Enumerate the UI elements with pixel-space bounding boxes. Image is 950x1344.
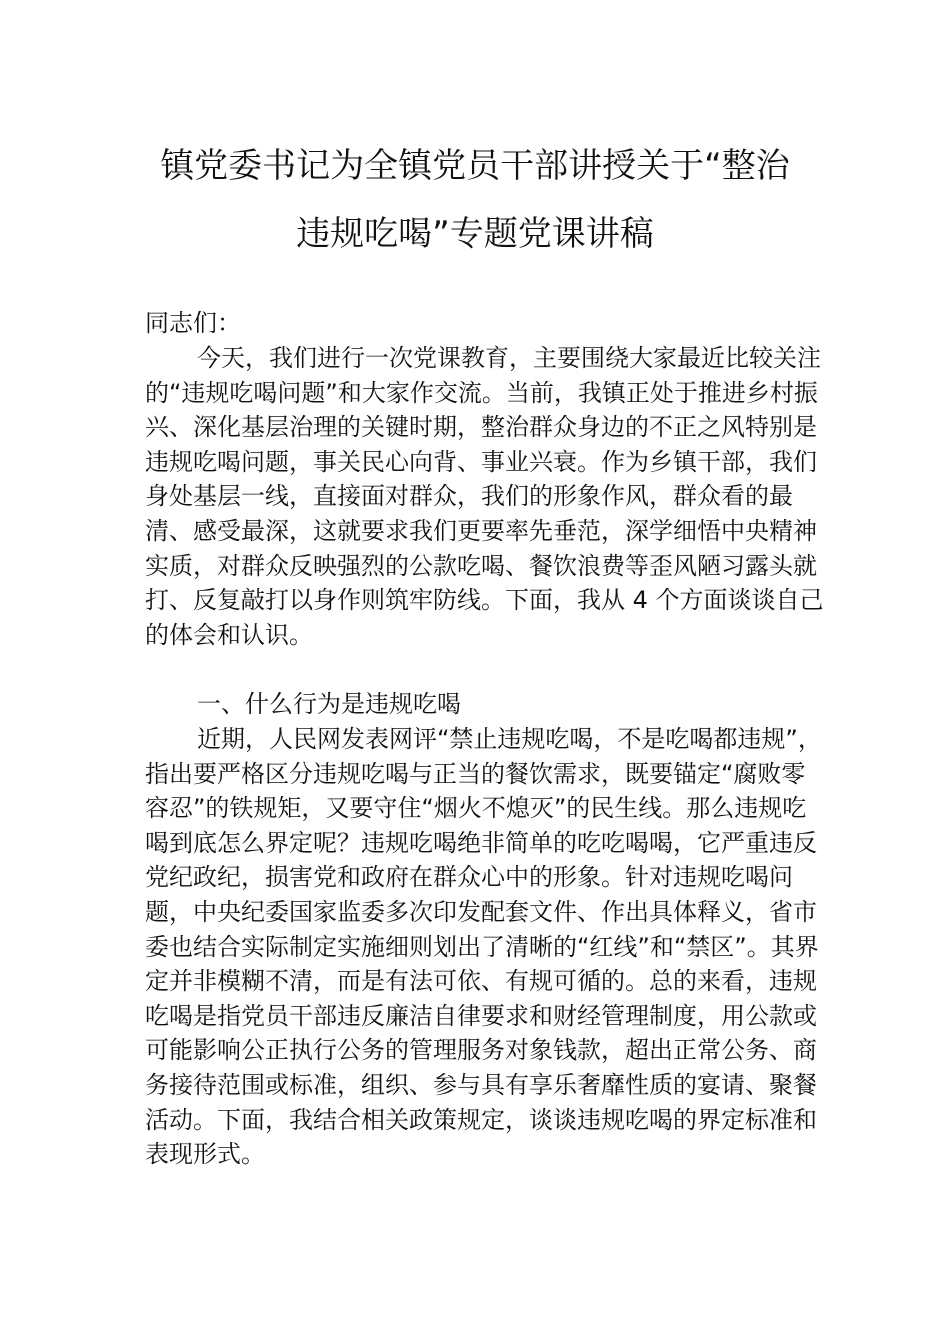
paragraph-intro: 今天，我们进行一次党课教育，主要围绕大家最近比较关注的“违规吃喝问题”和大家作交流。当前，我镇正处于推进乡村振兴、深化基层治理的关键时期，整治群众身边的不正之风特别是违规吃喝问题，事关民心向背、事业兴衰。作为乡镇干部，我们身处基层一线，直接面对群众，我们的形象作风，群众看的最清、感受最深，这就要求我们更要率先垂范，深学细悟中央精神实质，对群众反映强烈的公款吃喝、餐饮浪费等歪风陋习露头就打、反复敲打以身作则筑牢防线。下面，我从 4 个方面谈谈自己的体会和认识。 bbox=[145, 344, 824, 649]
paragraph-section-1: 近期，人民网发表网评“禁止违规吃喝，不是吃喝都违规”，指出要严格区分违规吃喝与正当的餐饮需求，既要锚定“腐败零容忍”的铁规矩，又要守住“烟火不熄灭”的民生线。那么违规吃喝到底怎么界定呢？违规吃喝绝非简单的吃吃喝喝，它严重违反党纪政纪，损害党和政府在群众心中的形象。针对违规吃喝问题，中央纪委国家监委多次印发配套文件、作出具体释义，省市委也结合实际制定实施细则划出了清晰的“红线”和“禁区”。其界定并非模糊不清，而是有法可依、有规可循的。总的来看，违规吃喝是指党员干部违反廉洁自律要求和财经管理制度，用公款或可能影响公正执行公务的管理服务对象钱款，超出正常公务、商务接待范围或标准，组织、参与具有享乐奢靡性质的宴请、聚餐活动。下面，我结合相关政策规定，谈谈违规吃喝的界定标准和表现形式。 bbox=[145, 725, 822, 1169]
document-title-line-1: 镇党委书记为全镇党员干部讲授关于“整治 bbox=[160, 146, 790, 186]
section-heading-1: 一、什么行为是违规吃喝 bbox=[197, 690, 461, 718]
document-title-line-2: 违规吃喝”专题党课讲稿 bbox=[296, 214, 654, 254]
salutation: 同志们： bbox=[145, 309, 241, 337]
